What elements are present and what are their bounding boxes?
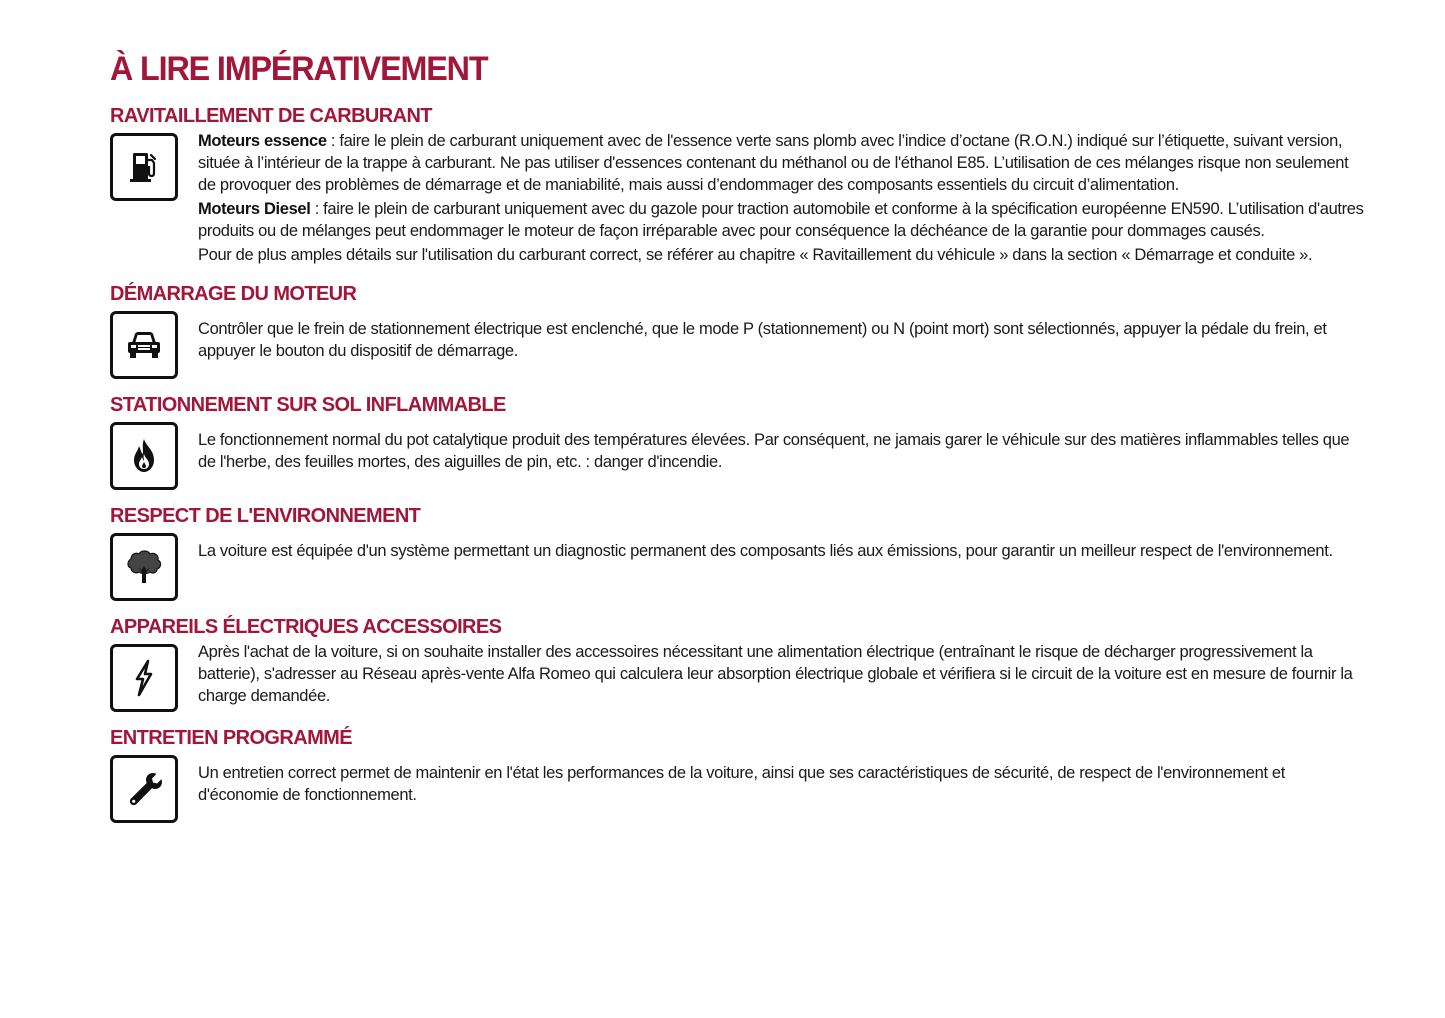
- section-row: [110, 752, 1365, 823]
- section-heading: STATIONNEMENT SUR SOL INFLAMMABLE: [110, 394, 506, 416]
- paragraph: [198, 198, 1365, 242]
- section-maintenance: [110, 726, 1365, 823]
- paragraph: [198, 762, 1365, 806]
- section-row: [110, 641, 1365, 712]
- paragraph-lead: Moteurs Diesel: [198, 200, 311, 218]
- paragraph-lead: Moteurs essence: [198, 132, 327, 150]
- section-body: [198, 130, 1365, 268]
- section-fuel: [110, 104, 1365, 268]
- paragraph: [198, 244, 1365, 266]
- section-heading: RAVITAILLEMENT DE CARBURANT: [110, 105, 432, 127]
- section-body: [198, 530, 1365, 564]
- paragraph: [198, 130, 1365, 196]
- lightning-bolt-icon: [110, 644, 178, 712]
- paragraph-text: Un entretien correct permet de maintenir en l'état les performances de la voiture, ainsi que ses caractéristiques de sécurité, de respect de l'environnement et d'économie de fonctionnement.: [198, 764, 1285, 804]
- paragraph-text: Le fonctionnement normal du pot catalytique produit des températures élevées. Par conséquent, ne jamais garer le véhicule sur des matières inflammables telles que de l'herbe, des feuilles mortes, des aiguilles de pin, etc. : danger d'incendie.: [198, 431, 1350, 471]
- section-heading: APPAREILS ÉLECTRIQUES ACCESSOIRES: [110, 616, 502, 638]
- section-row: [110, 130, 1365, 268]
- paragraph: [198, 318, 1365, 362]
- flame-icon: [110, 422, 178, 490]
- section-flammable: [110, 393, 1365, 490]
- paragraph-text: La voiture est équipée d'un système permettant un diagnostic permanent des composants liés aux émissions, pour garantir un meilleur respect de l'environnement.: [198, 542, 1333, 560]
- section-engine-start: [110, 282, 1365, 379]
- section-body: [198, 419, 1365, 475]
- section-body: [198, 752, 1365, 808]
- tree-icon: [110, 533, 178, 601]
- section-body: [198, 308, 1365, 364]
- section-row: [110, 308, 1365, 379]
- paragraph-text: : faire le plein de carburant uniquement avec de l'essence verte sans plomb avec l’indice d’octane (R.O.N.) indiqué sur l’étiquette, suivant version, située à l’intérieur de la trappe à carburant. Ne pas utiliser d'essences contenant du méthanol ou de l'éthanol E85. L’utilisation de ces mélanges risque non seulement de provoquer des problèmes de démarrage et de maniabilité, mais aussi d’endommager des composants essentiels du circuit d’alimentation.: [198, 132, 1349, 194]
- car-front-icon: [110, 311, 178, 379]
- section-electrical: [110, 615, 1365, 712]
- section-row: [110, 419, 1365, 490]
- page-title: À LIRE IMPÉRATIVEMENT: [110, 50, 488, 88]
- wrench-icon: [110, 755, 178, 823]
- paragraph: [198, 429, 1365, 473]
- paragraph-text: : faire le plein de carburant uniquement avec du gazole pour traction automobile et conforme à la spécification européenne EN590. L’utilisation d'autres produits ou de mélanges peut endommager le moteur de façon irréparable avec pour conséquence la déchéance de la garantie pour dommages causés.: [198, 200, 1364, 240]
- section-row: [110, 530, 1365, 601]
- paragraph-text: Contrôler que le frein de stationnement électrique est enclenché, que le mode P (stationnement) ou N (point mort) sont sélectionnés, appuyer la pédale du frein, et appuyer le bouton du dispositif de démarrage.: [198, 320, 1327, 360]
- paragraph: [198, 540, 1365, 562]
- section-body: [198, 641, 1365, 709]
- section-heading: DÉMARRAGE DU MOTEUR: [110, 283, 357, 305]
- paragraph: [198, 641, 1365, 707]
- section-heading: RESPECT DE L'ENVIRONNEMENT: [110, 505, 421, 527]
- document-page: [110, 48, 1365, 837]
- fuel-pump-icon: [110, 133, 178, 201]
- section-environment: [110, 504, 1365, 601]
- paragraph-text: Pour de plus amples détails sur l'utilisation du carburant correct, se référer au chapitre « Ravitaillement du véhicule » dans la section « Démarrage et conduite ».: [198, 246, 1313, 264]
- section-heading: ENTRETIEN PROGRAMMÉ: [110, 727, 352, 749]
- paragraph-text: Après l'achat de la voiture, si on souhaite installer des accessoires nécessitant une alimentation électrique (entraînant le risque de décharger progressivement la batterie), s'adresser au Réseau après-vente Alfa Romeo qui calculera leur absorption électrique globale et vérifiera si le circuit de la voiture est en mesure de fournir la charge demandée.: [198, 643, 1353, 705]
